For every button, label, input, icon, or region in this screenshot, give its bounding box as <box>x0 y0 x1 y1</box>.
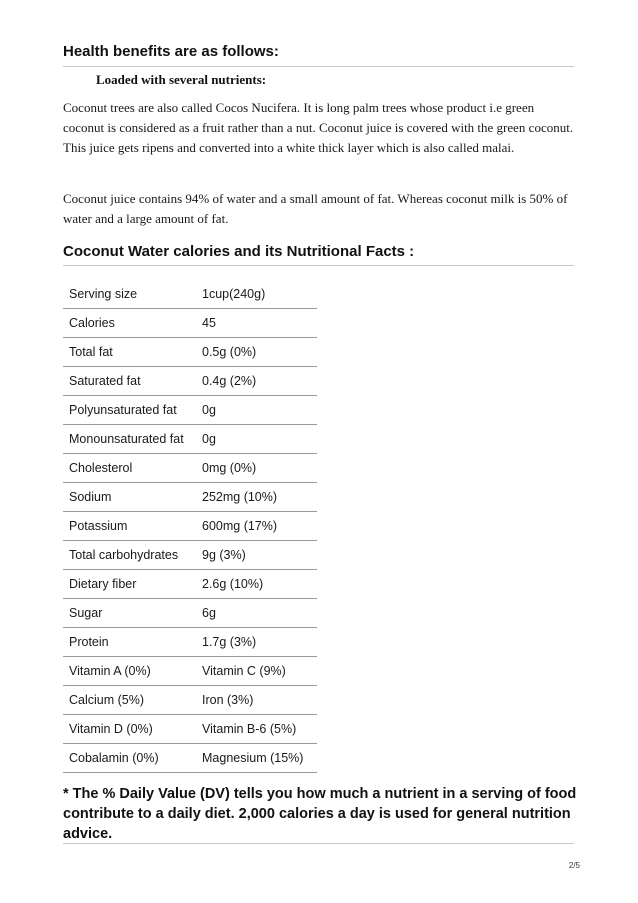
nutrient-value: 0mg (0%) <box>196 454 317 483</box>
nutrient-name: Monounsaturated fat <box>63 425 196 454</box>
nutrient-name: Calories <box>63 309 196 338</box>
nutrient-value: 45 <box>196 309 317 338</box>
nutrient-value: 9g (3%) <box>196 541 317 570</box>
page-number: 2/5 <box>568 861 580 870</box>
table-row <box>63 367 317 396</box>
nutrient-value: 6g <box>196 599 317 628</box>
nutrient-value: 1.7g (3%) <box>196 628 317 657</box>
nutrient-value: 600mg (17%) <box>196 512 317 541</box>
nutrient-value: 0.5g (0%) <box>196 338 317 367</box>
nutrient-name: Vitamin D (0%) <box>63 715 196 744</box>
nutrient-name: Dietary fiber <box>63 570 196 599</box>
table-row <box>63 425 317 454</box>
table-row <box>63 744 317 773</box>
table-row <box>63 570 317 599</box>
table-row <box>63 628 317 657</box>
nutrient-name: Protein <box>63 628 196 657</box>
nutrient-value: Iron (3%) <box>196 686 317 715</box>
nutrient-name: Cobalamin (0%) <box>63 744 196 773</box>
footer-divider <box>63 843 574 844</box>
table-row <box>63 657 317 686</box>
nutrient-name: Total fat <box>63 338 196 367</box>
nutrient-name: Potassium <box>63 512 196 541</box>
health-benefits-heading: Health benefits are as follows: <box>63 43 279 60</box>
table-row <box>63 280 317 309</box>
nutrient-value: 1cup(240g) <box>196 280 317 309</box>
intro-paragraph: Coconut trees are also called Cocos Nucifera. It is long palm trees whose product i.e green coconut is considered as a fruit rather than a nut. Coconut juice is covered with the green coconut. This juice gets ripens and converted into a white thick layer which is also called malai. <box>63 100 574 155</box>
table-row <box>63 686 317 715</box>
table-row <box>63 541 317 570</box>
nutrient-name: Vitamin A (0%) <box>63 657 196 686</box>
nutrient-name: Polyunsaturated fat <box>63 396 196 425</box>
table-row <box>63 338 317 367</box>
nutrient-name: Calcium (5%) <box>63 686 196 715</box>
nutrient-name: Sodium <box>63 483 196 512</box>
table-row <box>63 483 317 512</box>
water-fat-paragraph: Coconut juice contains 94% of water and a small amount of fat. Whereas coconut milk is 50% of water and a large amount of fat. <box>63 191 568 226</box>
heading-divider <box>63 66 574 67</box>
nutrition-facts-heading: Coconut Water calories and its Nutritional Facts : <box>63 243 415 260</box>
nutrition-table <box>63 280 317 773</box>
table-row <box>63 512 317 541</box>
nutrient-value: Magnesium (15%) <box>196 744 317 773</box>
nutrient-value: 2.6g (10%) <box>196 570 317 599</box>
table-row <box>63 396 317 425</box>
nutrients-subheading: Loaded with several nutrients: <box>96 72 267 87</box>
daily-value-note: * The % Daily Value (DV) tells you how much a nutrient in a serving of food contribute to a daily diet. 2,000 calories a day is used for general nutrition advice. <box>63 786 577 842</box>
nutrient-value: 0.4g (2%) <box>196 367 317 396</box>
nutrition-heading-divider <box>63 265 574 266</box>
table-row <box>63 309 317 338</box>
nutrient-value: 0g <box>196 396 317 425</box>
nutrient-value: 252mg (10%) <box>196 483 317 512</box>
nutrient-name: Cholesterol <box>63 454 196 483</box>
nutrient-value: Vitamin B-6 (5%) <box>196 715 317 744</box>
nutrient-value: 0g <box>196 425 317 454</box>
table-row <box>63 454 317 483</box>
nutrient-name: Total carbohydrates <box>63 541 196 570</box>
nutrient-name: Sugar <box>63 599 196 628</box>
nutrient-name: Saturated fat <box>63 367 196 396</box>
table-row <box>63 715 317 744</box>
nutrient-value: Vitamin C (9%) <box>196 657 317 686</box>
nutrient-name: Serving size <box>63 280 196 309</box>
table-row <box>63 599 317 628</box>
